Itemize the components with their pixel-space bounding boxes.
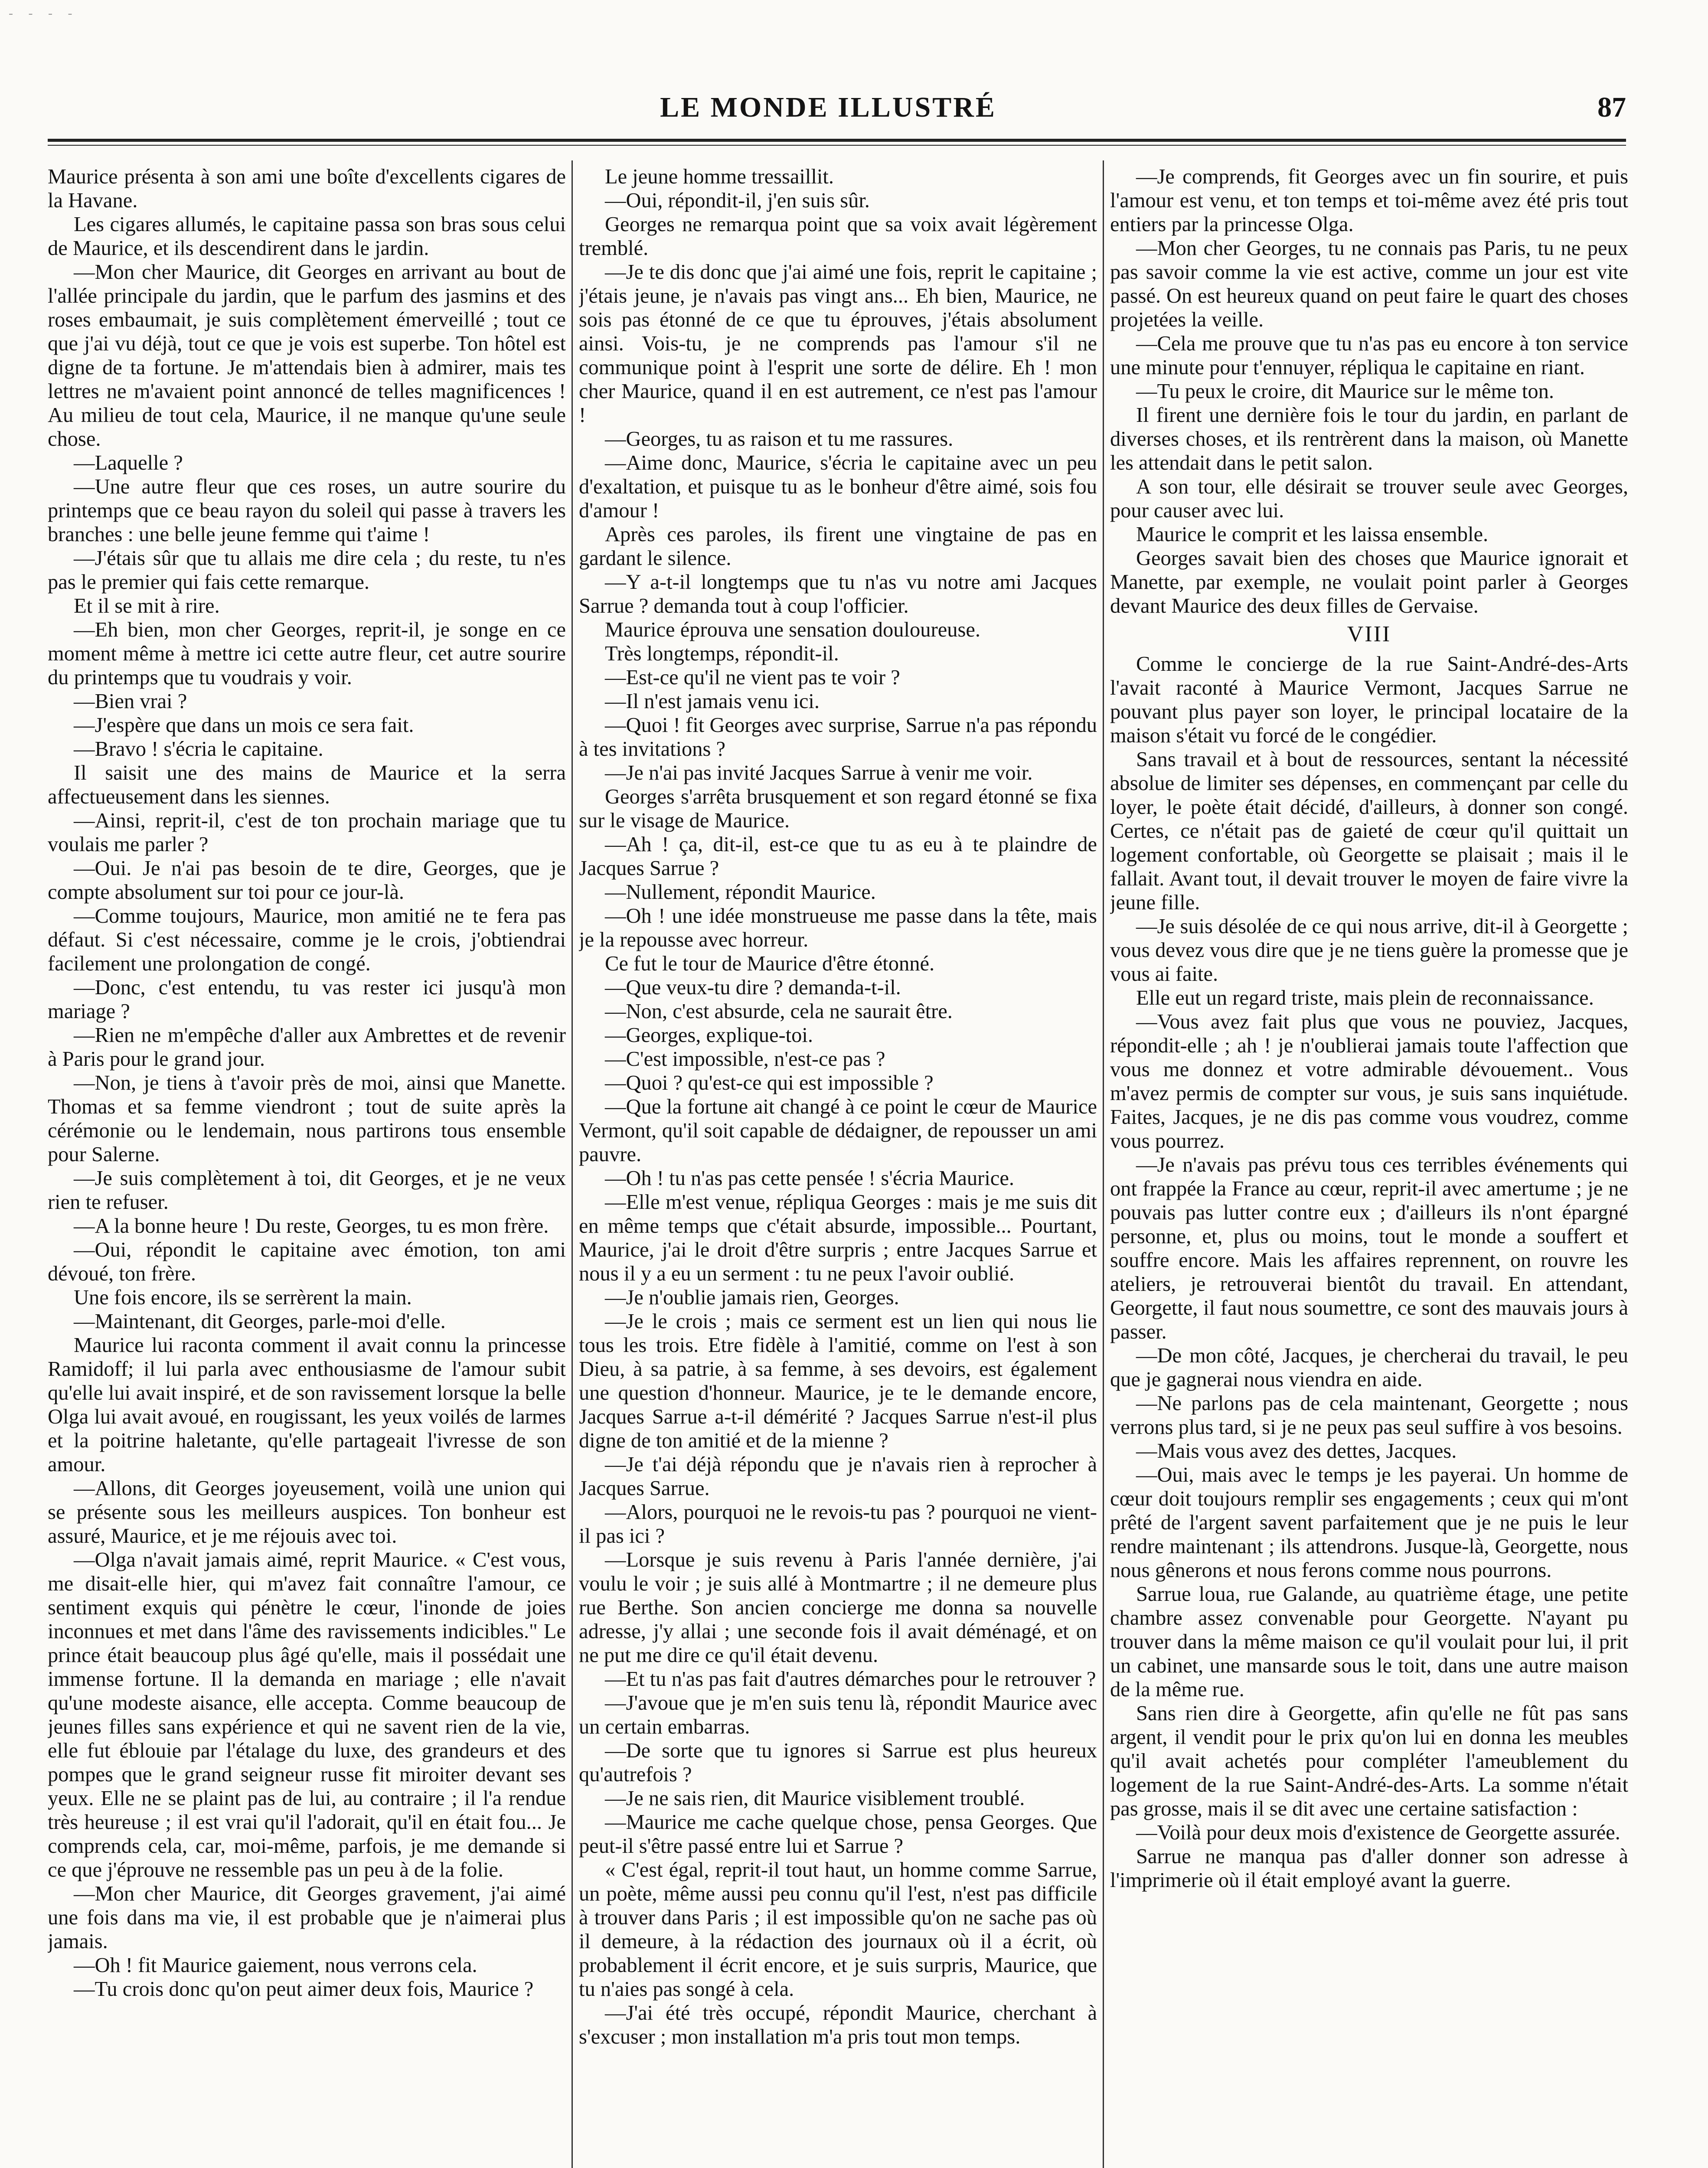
paragraph: —J'avoue que je m'en suis tenu là, répondit Maurice avec un certain embarras. [579, 1691, 1097, 1738]
header-rule [48, 139, 1626, 142]
paragraph: —De sorte que tu ignores si Sarrue est plus heureux qu'autrefois ? [579, 1739, 1097, 1786]
paragraph: —Rien ne m'empêche d'aller aux Ambrettes et de revenir à Paris pour le grand jour. [48, 1024, 566, 1071]
paragraph: —Ainsi, reprit-il, c'est de ton prochain mariage que tu voulais me parler ? [48, 809, 566, 856]
paragraph: —Je le crois ; mais ce serment est un lien qui nous lie tous les trois. Etre fidèle à l'amitié, comme on l'est à son Dieu, à sa patrie, à sa femme, à ses devoirs, est également une question d'honneur. Maurice, je te le demande encore, Jacques Sarrue a-t-il démérité ? Jacques Sarrue n'est-il plus digne de ton amitié et de la mienne ? [579, 1310, 1097, 1452]
paragraph: —J'étais sûr que tu allais me dire cela ; du reste, tu n'es pas le premier qui fais cette remarque. [48, 547, 566, 594]
paragraph: —Georges, tu as raison et tu me rassures. [605, 428, 954, 451]
paragraph: —Mais vous avez des dettes, Jacques. [1136, 1440, 1457, 1463]
paragraph: Ce fut le tour de Maurice d'être étonné. [605, 952, 935, 975]
paragraph: —Oui. Je n'ai pas besoin de te dire, Georges, que je compte absolument sur toi pour ce jour-là. [48, 857, 566, 904]
paragraph: —Georges, explique-toi. [605, 1024, 813, 1047]
text-column-1 [48, 165, 566, 2168]
paragraph: —Oui, répondit-il, j'en suis sûr. [605, 189, 870, 212]
paragraph: —Je te dis donc que j'ai aimé une fois, reprit le capitaine ; j'étais jeune, je n'avais pas vingt ans... Eh bien, Maurice, ne sois pas étonné de ce que tu éprouves, j'étais absolument ainsi. Vois-tu, je ne comprends pas l'amour s'il ne communique point à l'esprit une sorte de délire. Eh ! mon cher Maurice, quand il en est autrement, ce n'est pas l'amour ! [579, 261, 1097, 427]
paragraph: —Que la fortune ait changé à ce point le cœur de Maurice Vermont, qu'il soit capable de dédaigner, de repousser un ami pauvre. [579, 1095, 1097, 1166]
paragraph: Georges savait bien des choses que Maurice ignorait et Manette, par exemple, ne voulait point parler à Georges devant Maurice des deux filles de Gervaise. [1110, 547, 1628, 617]
paragraph: Très longtemps, répondit-il. [605, 642, 839, 665]
paragraph: —Une autre fleur que ces roses, un autre sourire du printemps que ce beau rayon du soleil qui passe à travers les branches : une belle jeune femme qui t'aime ! [48, 475, 566, 546]
page-number: 87 [1597, 91, 1626, 123]
paragraph: —Voilà pour deux mois d'existence de Georgette assurée. [1136, 1821, 1620, 1844]
paragraph: —Y a-t-il longtemps que tu n'as vu notre ami Jacques Sarrue ? demanda tout à coup l'officier. [579, 571, 1097, 617]
paragraph: —Alors, pourquoi ne le revois-tu pas ? pourquoi ne vient-il pas ici ? [579, 1501, 1097, 1548]
paragraph: —Elle m'est venue, répliqua Georges : mais je me suis dit en même temps que c'était absurde, impossible... Pourtant, Maurice, j'ai le droit d'être surpris ; entre Jacques Sarrue et nous il y a eu un serment : tu ne peux l'avoir oublié. [579, 1191, 1097, 1285]
paragraph: —Eh bien, mon cher Georges, reprit-il, je songe en ce moment même à mettre ici cette autre fleur, cet autre sourire du printemps que tu voudrais y voir. [48, 618, 566, 689]
paragraph: —Maintenant, dit Georges, parle-moi d'elle. [74, 1310, 446, 1333]
paragraph: —Je ne sais rien, dit Maurice visiblement troublé. [605, 1787, 1025, 1810]
paragraph: —A la bonne heure ! Du reste, Georges, tu es mon frère. [74, 1215, 549, 1237]
paragraph: —Laquelle ? [74, 451, 183, 474]
paragraph: —Bien vrai ? [74, 690, 187, 713]
paragraph: Les cigares allumés, le capitaine passa son bras sous celui de Maurice, et ils descendirent dans le jardin. [48, 213, 566, 260]
paragraph: Maurice présenta à son ami une boîte d'excellents cigares de la Havane. [48, 165, 566, 212]
paragraph: Sans travail et à bout de ressources, sentant la nécessité absolue de limiter ses dépenses, en commençant par celle du loyer, le poète était décidé, d'ailleurs, à donner son congé. Certes, ce n'était pas de gaieté de cœur qu'il quittait un logement confortable, où Georgette se plaisait ; mais il le fallait. Avant tout, il devait trouver le moyen de faire vivre la jeune fille. [1110, 748, 1628, 914]
paragraph: —De mon côté, Jacques, je chercherai du travail, le peu que je gagnerai nous viendra en aide. [1110, 1344, 1628, 1391]
paragraph: —Je suis désolée de ce qui nous arrive, dit-il à Georgette ; vous devez vous dire que je ne tiens guère la promesse que je vous ai faite. [1110, 915, 1628, 986]
paragraph: —J'ai été très occupé, répondit Maurice, cherchant à s'excuser ; mon installation m'a pris tout mon temps. [579, 2001, 1097, 2048]
paragraph: —Ne parlons pas de cela maintenant, Georgette ; nous verrons plus tard, si je ne peux pas seul suffire à vos besoins. [1110, 1392, 1628, 1439]
paragraph: —Quoi ! fit Georges avec surprise, Sarrue n'a pas répondu à tes invitations ? [579, 714, 1097, 761]
paragraph: A son tour, elle désirait se trouver seule avec Georges, pour causer avec lui. [1110, 475, 1628, 522]
paragraph: —Il n'est jamais venu ici. [605, 690, 820, 713]
paragraph: Maurice lui raconta comment il avait connu la princesse Ramidoff; il lui parla avec enthousiasme de l'amour subit qu'elle lui avait inspiré, et de son ravissement lorsque la belle Olga lui avait avoué, en rougissant, les yeux voilés de larmes et la poitrine haletante, qu'elle partageait l'ivresse de son amour. [48, 1334, 566, 1476]
paragraph: —Non, c'est absurde, cela ne saurait être. [605, 1000, 953, 1023]
paragraph: —Donc, c'est entendu, tu vas rester ici jusqu'à mon mariage ? [48, 976, 566, 1023]
paragraph: —Oh ! une idée monstrueuse me passe dans la tête, mais je la repousse avec horreur. [579, 904, 1097, 951]
paragraph: —Bravo ! s'écria le capitaine. [74, 738, 323, 761]
paragraph: —Allons, dit Georges joyeusement, voilà une union qui se présente sous les meilleurs auspices. Ton bonheur est assuré, Maurice, et je me réjouis avec toi. [48, 1477, 566, 1548]
paragraph: —Maurice me cache quelque chose, pensa Georges. Que peut-il s'être passé entre lui et Sarrue ? [579, 1811, 1097, 1858]
paragraph: —Mon cher Maurice, dit Georges gravement, j'ai aimé une fois dans ma vie, il est probable que je n'aimerai plus jamais. [48, 1882, 566, 1953]
paragraph: Et il se mit à rire. [74, 594, 220, 617]
header-rule-thin [48, 145, 1626, 146]
paragraph: Maurice éprouva une sensation douloureuse. [605, 618, 980, 641]
paragraph: Après ces paroles, ils firent une vingtaine de pas en gardant le silence. [579, 523, 1097, 570]
text-column-2 [579, 165, 1097, 2168]
paragraph: —J'espère que dans un mois ce sera fait. [74, 714, 414, 737]
paragraph: —Olga n'avait jamais aimé, reprit Maurice. « C'est vous, me disait-elle hier, qui m'avez fait connaître l'amour, ce sentiment exquis qui pénètre le cœur, l'inonde de joies inconnues et met dans l'âme des ravissements indicibles." Le prince était beaucoup plus âgé qu'elle, mais il possédait une immense fortune. Il la demanda en mariage ; elle n'avait qu'une modeste aisance, elle accepta. Comme beaucoup de jeunes filles sans expérience et qui ne savent rien de la vie, elle fut éblouie par l'étalage du luxe, des grandeurs et des pompes que le grand seigneur russe fit miroiter devant ses yeux. Elle ne se plaint pas de lui, au contraire ; il l'a rendue très heureuse ; il est vrai qu'il l'adorait, qu'il en était fou... Je comprends cela, car, moi-même, parfois, je me demande si ce que j'éprouve ne ressemble pas un peu à de la folie. [48, 1548, 566, 1881]
column-divider [572, 160, 573, 2168]
running-title: LE MONDE ILLUSTRÉ [660, 91, 996, 123]
paragraph: —Aime donc, Maurice, s'écria le capitaine avec un peu d'exaltation, et puisque tu as le bonheur d'être aimé, sois fou d'amour ! [579, 451, 1097, 522]
paragraph: Georges s'arrêta brusquement et son regard étonné se fixa sur le visage de Maurice. [579, 785, 1097, 832]
paragraph: —C'est impossible, n'est-ce pas ? [605, 1048, 885, 1071]
paragraph: —Tu peux le croire, dit Maurice sur le même ton. [1136, 380, 1554, 403]
paragraph: Il firent une dernière fois le tour du jardin, en parlant de diverses choses, et ils rentrèrent dans la maison, où Manette les attendait dans le petit salon. [1110, 404, 1628, 474]
paragraph: Le jeune homme tressaillit. [605, 165, 834, 188]
paragraph: —Ah ! ça, dit-il, est-ce que tu as eu à te plaindre de Jacques Sarrue ? [579, 833, 1097, 880]
paragraph: —Je n'avais pas prévu tous ces terribles événements qui ont frappée la France au cœur, reprit-il avec amertume ; je ne pouvais pas lutter contre eux ; d'ailleurs ils n'ont épargné personne, et, plus ou moins, tout le monde a souffert et souffre encore. Mais les affaires reprennent, on rouvre les ateliers, je retrouverai bientôt du travail. En attendant, Georgette, il faut nous soumettre, ce sont des mauvais jours à passer. [1110, 1153, 1628, 1343]
paragraph: —Que veux-tu dire ? demanda-t-il. [605, 976, 901, 999]
paragraph: —Lorsque je suis revenu à Paris l'année dernière, j'ai voulu le voir ; je suis allé à Montmartre ; il ne demeure plus rue Berthe. Son ancien concierge me donna sa nouvelle adresse, j'y allai ; une seconde fois il avait déménagé, et on ne put me dire ce qu'il était devenu. [579, 1548, 1097, 1667]
paragraph: —Je suis complètement à toi, dit Georges, et je ne veux rien te refuser. [48, 1167, 566, 1214]
paragraph: Georges ne remarqua point que sa voix avait légèrement tremblé. [579, 213, 1097, 260]
paragraph: —Cela me prouve que tu n'as pas eu encore à ton service une minute pour t'ennuyer, répliqua le capitaine en riant. [1110, 332, 1628, 379]
paragraph: Sarrue loua, rue Galande, au quatrième étage, une petite chambre assez convenable pour Georgette. N'ayant pu trouver dans la même maison ce qu'il voulait pour lui, il prit un cabinet, une mansarde sous le toit, dans une autre maison de la même rue. [1110, 1583, 1628, 1701]
paragraph: —Quoi ? qu'est-ce qui est impossible ? [605, 1071, 934, 1094]
paragraph: —Oh ! tu n'as pas cette pensée ! s'écria Maurice. [605, 1167, 1014, 1190]
paragraph: Sans rien dire à Georgette, afin qu'elle ne fût pas sans argent, il vendit pour le prix qu'on lui en donna les meubles qu'il avait achetés pour compléter l'ameublement du logement de la rue Saint-André-des-Arts. La somme n'était pas grosse, mais il se dit avec une certaine satisfaction : [1110, 1702, 1628, 1820]
paragraph: —Oui, répondit le capitaine avec émotion, ton ami dévoué, ton frère. [48, 1238, 566, 1285]
corner-registration-marks: - - - - [9, 6, 78, 20]
paragraph: —Vous avez fait plus que vous ne pouviez, Jacques, répondit-elle ; ah ! je n'oublierai jamais toute l'affection que vous me donnez et votre admirable dévouement.. Vous m'avez permis de compter sur vous, je suis sans inquiétude. Faites, Jacques, je ne dis pas comme vous voudrez, comme vous pourrez. [1110, 1010, 1628, 1153]
paragraph: —Mon cher Georges, tu ne connais pas Paris, tu ne peux pas savoir comme la vie est active, comme un jour est vite passé. On est heureux quand on peut faire le quart des choses projetées la veille. [1110, 237, 1628, 331]
page-header [48, 91, 1626, 143]
paragraph: Comme le concierge de la rue Saint-André-des-Arts l'avait raconté à Maurice Vermont, Jacques Sarrue ne pouvant plus payer son loyer, le principal locataire de la maison s'était vu forcé de le congédier. [1110, 653, 1628, 747]
paragraph: —Non, je tiens à t'avoir près de moi, ainsi que Manette. Thomas et sa femme viendront ; tout de suite après la cérémonie ou le lendemain, nous partirons tous ensemble pour Salerne. [48, 1071, 566, 1166]
paragraph: Elle eut un regard triste, mais plein de reconnaissance. [1136, 986, 1594, 1009]
paragraph: —Je n'ai pas invité Jacques Sarrue à venir me voir. [605, 761, 1033, 784]
paragraph: Maurice le comprit et les laissa ensemble. [1136, 523, 1489, 546]
paragraph: —Oh ! fit Maurice gaiement, nous verrons cela. [74, 1954, 477, 1977]
paragraph: Sarrue ne manqua pas d'aller donner son adresse à l'imprimerie où il était employé avant la guerre. [1110, 1845, 1628, 1892]
column-divider [1103, 160, 1104, 2168]
paragraph: —Tu crois donc qu'on peut aimer deux fois, Maurice ? [74, 1978, 534, 2001]
paragraph: —Je n'oublie jamais rien, Georges. [605, 1286, 899, 1309]
paragraph: —Et tu n'as pas fait d'autres démarches pour le retrouver ? [605, 1668, 1096, 1691]
paragraph: —Nullement, répondit Maurice. [605, 881, 876, 904]
paragraph: —Je comprends, fit Georges avec un fin sourire, et puis l'amour est venu, et ton temps et toi-même avez été pris tout entiers par la princesse Olga. [1110, 165, 1628, 236]
paragraph: —Comme toujours, Maurice, mon amitié ne te fera pas défaut. Si c'est nécessaire, comme je le crois, j'obtiendrai facilement une prolongation de congé. [48, 904, 566, 975]
paragraph: —Est-ce qu'il ne vient pas te voir ? [605, 666, 900, 689]
text-column-3 [1110, 165, 1628, 2168]
paragraph: Il saisit une des mains de Maurice et la serra affectueusement dans les siennes. [48, 761, 566, 808]
paragraph: —Oui, mais avec le temps je les payerai. Un homme de cœur doit toujours remplir ses engagements ; ceux qui m'ont prêté de l'argent savent parfaitement que je ne puis le leur rendre maintenant ; ils attendrons. Jusque-là, Georgette, nous nous gênerons et nous ferons comme nous pourrons. [1110, 1463, 1628, 1582]
paragraph: « C'est égal, reprit-il tout haut, un homme comme Sarrue, un poète, même aussi peu connu qu'il l'est, n'est pas difficile à trouver dans Paris ; il est impossible qu'on ne sache pas où il demeure, à la rédaction des journaux où il a écrit, où probablement il écrit encore, et je suis surpris, Maurice, que tu n'aies pas songé à cela. [579, 1858, 1097, 2001]
chapter-heading: VIII [1347, 622, 1391, 646]
paragraph: —Je t'ai déjà répondu que je n'avais rien à reprocher à Jacques Sarrue. [579, 1453, 1097, 1500]
paragraph: Une fois encore, ils se serrèrent la main. [74, 1286, 412, 1309]
paragraph: —Mon cher Maurice, dit Georges en arrivant au bout de l'allée principale du jardin, que le parfum des jasmins et des roses embaumait, je suis complètement émerveillé ; tout ce que j'ai vu déjà, tout ce que je vois est superbe. Ton hôtel est digne de ta fortune. Je m'attendais bien à admirer, mais tes lettres ne m'avaient point annoncé de telles magnificences ! Au milieu de tout cela, Maurice, il ne manque qu'une seule chose. [48, 261, 566, 451]
